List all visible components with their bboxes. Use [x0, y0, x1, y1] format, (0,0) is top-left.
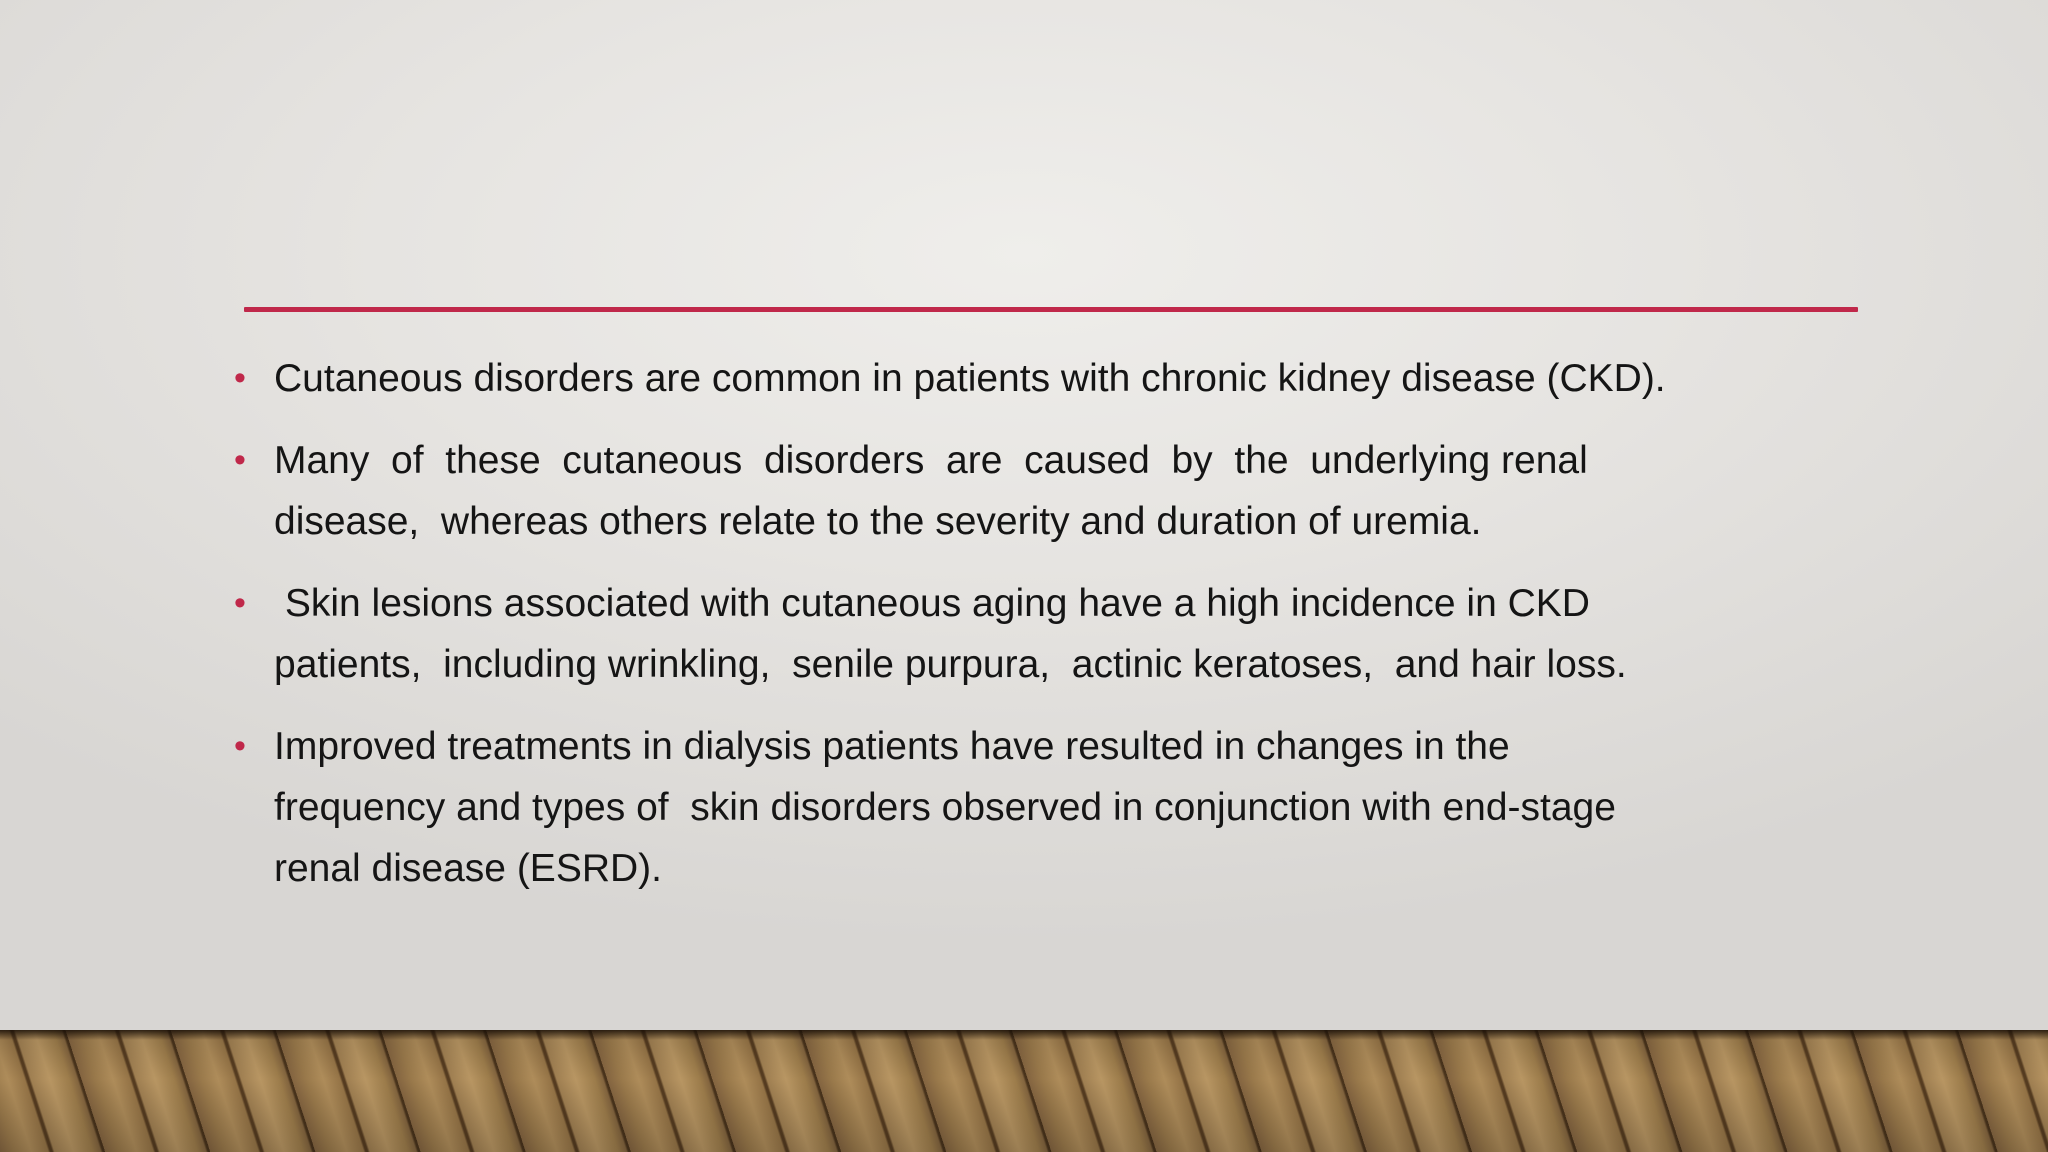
bullet-list [234, 348, 1854, 899]
bullet-item [234, 716, 1854, 899]
title-divider-line [244, 307, 1858, 312]
bullet-text-line: disease, whereas others relate to the severity and duration of uremia. [274, 500, 1482, 543]
bullet-text-line: frequency and types of skin disorders observed in conjunction with end-stage [274, 786, 1616, 829]
bullet-text-line: renal disease (ESRD). [274, 847, 662, 890]
bullet-item [234, 430, 1854, 552]
slide-body [234, 348, 1854, 920]
bullet-icon: • [234, 584, 246, 622]
bullet-text-line: Skin lesions associated with cutaneous aging have a high incidence in CKD [274, 582, 1590, 625]
bullet-icon: • [234, 359, 246, 397]
bullet-icon: • [234, 441, 246, 479]
bullet-item [234, 348, 1854, 409]
bullet-text-line: patients, including wrinkling, senile purpura, actinic keratoses, and hair loss. [274, 643, 1627, 686]
bullet-text-line: Many of these cutaneous disorders are caused by the underlying renal [274, 439, 1588, 482]
wood-floor-background [0, 1030, 2048, 1152]
bullet-icon: • [234, 727, 246, 765]
bullet-item [234, 573, 1854, 695]
bullet-text-line: Cutaneous disorders are common in patients with chronic kidney disease (CKD). [274, 357, 1666, 400]
bullet-text-line: Improved treatments in dialysis patients have resulted in changes in the [274, 725, 1510, 768]
